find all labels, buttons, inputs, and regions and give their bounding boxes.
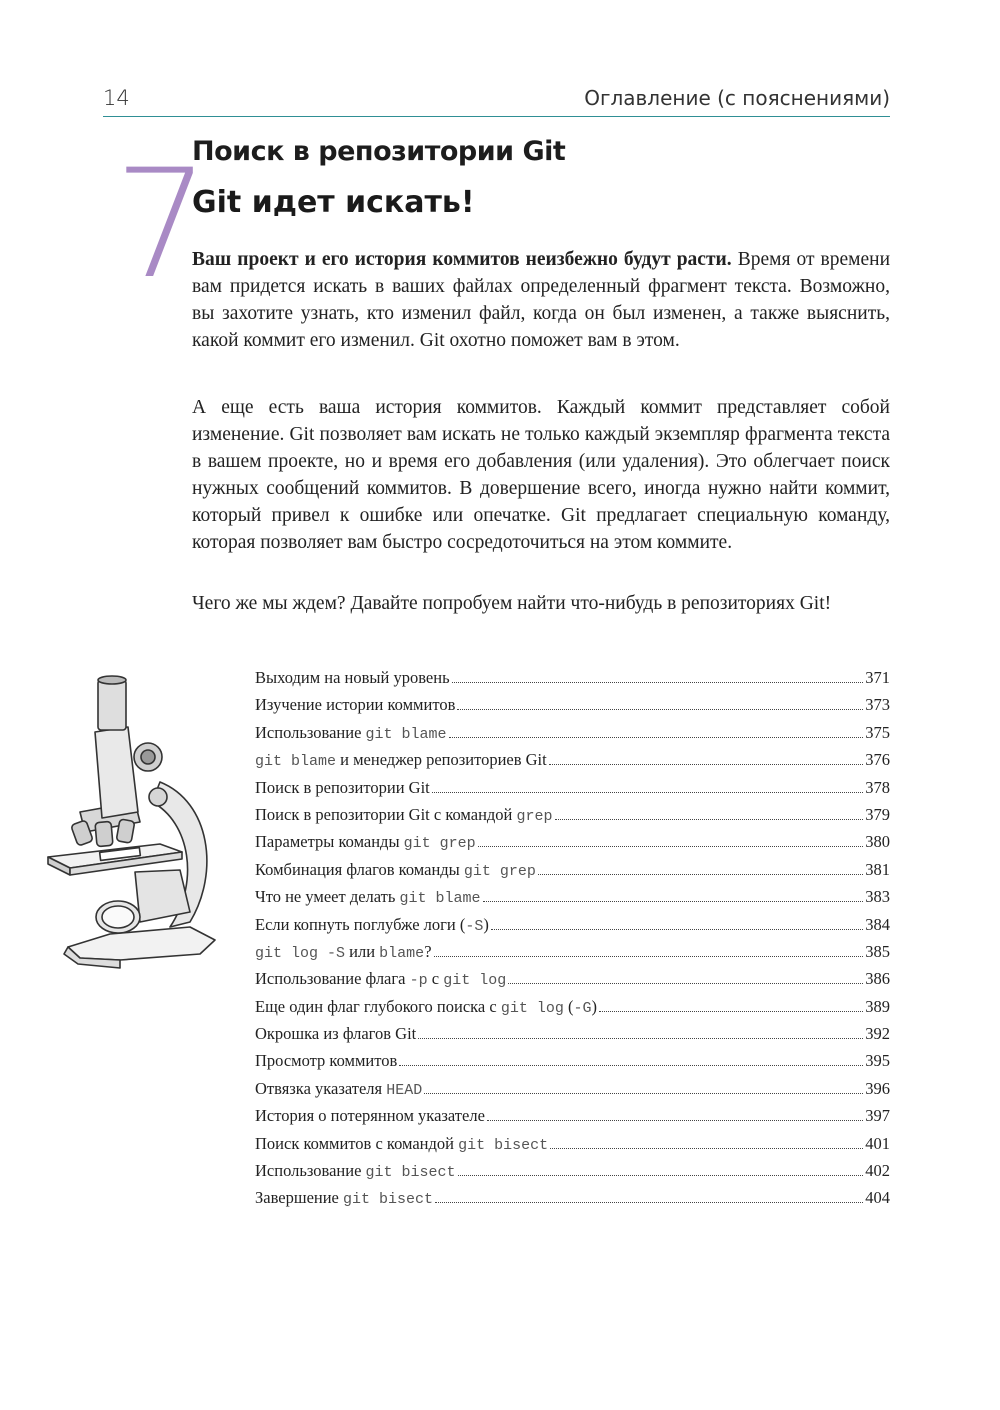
toc-entry-title <box>255 887 481 907</box>
toc-row[interactable] <box>255 942 890 969</box>
toc-code-fragment: git log <box>443 972 507 990</box>
chapter-number: 7 <box>114 138 210 312</box>
toc-leader-dots <box>434 956 864 957</box>
toc-leader-dots <box>549 764 864 765</box>
toc-row[interactable] <box>255 1134 890 1161</box>
toc-entry-title <box>255 942 432 962</box>
toc-row[interactable] <box>255 1161 890 1188</box>
toc-page-number: 397 <box>865 1106 890 1126</box>
toc-row[interactable] <box>255 1188 890 1215</box>
toc-code-fragment: -S <box>465 917 484 935</box>
toc-text-fragment: Параметры команды <box>255 832 404 852</box>
history-paragraph: А еще есть ваша история коммитов. Каждый коммит представляет собой изменение. Git позволяет вам искать не только каждый экземпляр фрагмента текста в вашем проекте, но и время его добавления (или удаления). Это облегчает поиск нужных сообщений коммитов. В довершение всего, иногда нужно найти коммит, который привел к ошибке или опечатке. Git предлагает специальную команду, которая позволяет вам быстро сосредоточиться на этом коммите. <box>192 397 890 553</box>
toc-page-number: 379 <box>865 804 890 824</box>
toc-page-number: 395 <box>865 1051 890 1071</box>
toc-row[interactable] <box>255 1051 890 1078</box>
toc-leader-dots <box>538 874 863 875</box>
toc-leader-dots <box>599 1011 863 1012</box>
running-title: Оглавление (с пояснениями) <box>584 86 890 110</box>
toc-code-fragment: git grep <box>463 862 536 880</box>
toc-entry-title <box>255 1134 548 1154</box>
microscope-icon <box>40 672 240 982</box>
toc-page-number: 381 <box>865 859 890 879</box>
toc-text-fragment: Комбинация флагов команды <box>255 859 464 879</box>
toc-leader-dots <box>399 1065 863 1066</box>
toc-text-fragment: Выходим на новый уровень <box>255 668 450 687</box>
toc-page-number: 404 <box>865 1188 890 1208</box>
toc-page-number: 384 <box>865 914 890 934</box>
toc-page-number: 373 <box>865 695 890 715</box>
toc-entry-title <box>255 832 476 852</box>
toc-row[interactable] <box>255 997 890 1024</box>
toc-code-fragment: git log <box>500 999 564 1017</box>
toc-entry-title <box>255 1161 456 1181</box>
toc-text-fragment: Завершение <box>255 1188 343 1208</box>
toc-text-fragment: Использование <box>255 722 366 742</box>
toc-text-fragment: Что не умеет делать <box>255 887 400 907</box>
toc-leader-dots <box>449 737 864 738</box>
page-header <box>103 86 890 117</box>
toc-row[interactable] <box>255 668 890 695</box>
toc-leader-dots <box>432 792 864 793</box>
toc-leader-dots <box>491 929 863 930</box>
toc-entry-title <box>255 1051 397 1071</box>
toc-page-number: 385 <box>865 941 890 961</box>
table-of-contents <box>255 668 890 1216</box>
toc-leader-dots <box>458 1175 864 1176</box>
toc-leader-dots <box>487 1120 863 1121</box>
toc-text-fragment: Окрошка из флагов Git <box>255 1024 417 1044</box>
toc-text-fragment: Изучение истории коммитов <box>255 695 456 715</box>
page-number: 14 <box>103 86 130 110</box>
toc-entry-title <box>255 915 489 935</box>
toc-code-fragment: git blame <box>365 725 447 743</box>
toc-text-fragment: Поиск в репозитории Git с командой <box>255 804 517 824</box>
toc-page-number: 371 <box>865 668 890 687</box>
toc-code-fragment: git bisect <box>458 1136 549 1154</box>
toc-page-number: 389 <box>865 996 890 1016</box>
toc-page-number: 396 <box>865 1078 890 1098</box>
toc-text-fragment: Еще один флаг глубокого поиска с <box>255 996 501 1016</box>
toc-page-number: 386 <box>865 969 890 989</box>
toc-code-fragment: git blame <box>255 753 337 771</box>
toc-code-fragment: grep <box>516 807 553 825</box>
intro-rest: Время от времени вам придется искать в ваших файлах определенный фрагмент текста. Возможно, вы захотите узнать, кто изменил файл, когда он был изменен, а также выяснить, какой коммит его изменил. Git охотно поможет вам в этом. <box>192 249 891 351</box>
toc-entry-title <box>255 695 455 715</box>
toc-text-fragment: Поиск коммитов с командой <box>255 1133 459 1153</box>
toc-leader-dots <box>508 983 863 984</box>
toc-leader-dots <box>452 682 864 683</box>
toc-entry-title <box>255 1024 416 1044</box>
toc-entry-title <box>255 805 553 825</box>
toc-page-number: 376 <box>865 750 890 770</box>
toc-row[interactable] <box>255 915 890 942</box>
toc-page-number: 402 <box>865 1161 890 1181</box>
toc-text-fragment: ) <box>483 914 489 934</box>
toc-text-fragment: ( <box>563 996 574 1016</box>
toc-code-fragment: git grep <box>403 835 476 853</box>
toc-leader-dots <box>435 1202 863 1203</box>
toc-row[interactable] <box>255 860 890 887</box>
toc-leader-dots <box>424 1093 863 1094</box>
toc-row[interactable] <box>255 723 890 750</box>
toc-text-fragment: и менеджер репозиториев Git <box>336 750 547 770</box>
toc-row[interactable] <box>255 832 890 859</box>
toc-text-fragment: Просмотр коммитов <box>255 1051 398 1071</box>
toc-page-number: 392 <box>865 1024 890 1044</box>
toc-leader-dots <box>418 1038 863 1039</box>
toc-leader-dots <box>555 819 864 820</box>
toc-entry-title <box>255 1106 485 1126</box>
intro-lead: Ваш проект и его история коммитов неизбежно будут расти. <box>192 249 732 270</box>
toc-page-number: 401 <box>865 1133 890 1153</box>
toc-text-fragment: Поиск в репозитории Git <box>255 777 430 797</box>
toc-page-number: 380 <box>865 832 890 852</box>
toc-text-fragment: Отвязка указателя <box>255 1078 387 1098</box>
toc-text-fragment: ) <box>591 996 597 1016</box>
toc-row[interactable] <box>255 1079 890 1106</box>
toc-text-fragment: История о потерянном указателе <box>255 1106 485 1126</box>
intro-paragraph <box>192 246 890 354</box>
closing-paragraph: Чего же мы ждем? Давайте попробуем найти что-нибудь в репозиториях Git! <box>192 593 832 614</box>
toc-entry-title <box>255 723 447 743</box>
toc-entry-title <box>255 860 536 880</box>
toc-text-fragment: ? <box>424 941 432 961</box>
toc-code-fragment: git blame <box>399 890 481 908</box>
toc-entry-title <box>255 1188 433 1208</box>
toc-leader-dots <box>550 1148 863 1149</box>
toc-page-number: 383 <box>865 887 890 907</box>
toc-text-fragment: с <box>427 969 444 989</box>
toc-page-number: 378 <box>865 777 890 797</box>
toc-entry-title <box>255 1079 422 1099</box>
toc-leader-dots <box>478 846 864 847</box>
toc-code-fragment: HEAD <box>386 1081 423 1099</box>
toc-row[interactable] <box>255 778 890 805</box>
chapter-title: Поиск в репозитории Git <box>192 136 566 167</box>
toc-text-fragment: или <box>345 941 380 961</box>
toc-row[interactable] <box>255 969 890 996</box>
toc-text-fragment: Использование <box>255 1161 366 1181</box>
toc-entry-title <box>255 668 450 688</box>
toc-code-fragment: git log -S <box>255 944 346 962</box>
toc-row[interactable] <box>255 1024 890 1051</box>
toc-code-fragment: blame <box>379 944 425 962</box>
toc-entry-title <box>255 969 506 989</box>
toc-row[interactable] <box>255 695 890 722</box>
toc-row[interactable] <box>255 750 890 777</box>
toc-code-fragment: -G <box>573 999 592 1017</box>
chapter-subtitle: Git идет искать! <box>192 185 475 220</box>
toc-text-fragment: Если копнуть поглубже логи ( <box>255 914 466 934</box>
toc-row[interactable] <box>255 805 890 832</box>
toc-leader-dots <box>457 709 863 710</box>
toc-entry-title <box>255 778 430 798</box>
toc-page-number: 375 <box>865 722 890 742</box>
toc-entry-title <box>255 750 547 770</box>
toc-row[interactable] <box>255 887 890 914</box>
toc-text-fragment: Использование флага <box>255 969 410 989</box>
toc-code-fragment: git bisect <box>343 1191 434 1209</box>
toc-leader-dots <box>483 901 864 902</box>
toc-row[interactable] <box>255 1106 890 1133</box>
toc-entry-title <box>255 997 597 1017</box>
toc-code-fragment: git bisect <box>365 1164 456 1182</box>
toc-code-fragment: -p <box>409 972 428 990</box>
